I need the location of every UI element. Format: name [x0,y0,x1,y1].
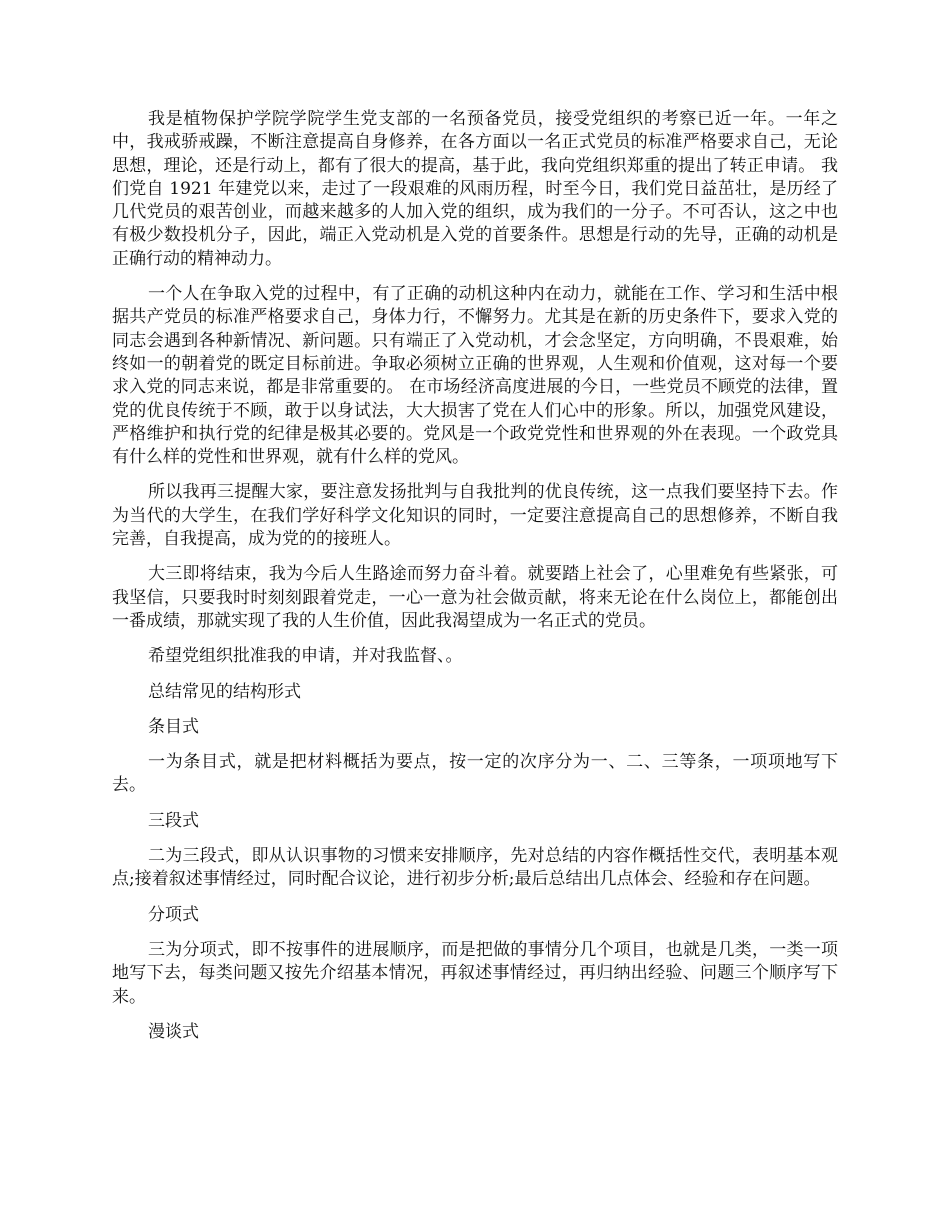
paragraph-sectioned: 三为分项式，即不按事件的进展顺序，而是把做的事情分几个项目，也就是几类，一类一项地写下去，每类问题又按先介绍基本情况，再叙述事情经过，再归纳出经验、问题三个顺序写下来。 [112,939,838,1007]
heading-three-part: 三段式 [148,810,199,831]
paragraph-itemized: 一为条目式，就是把材料概括为要点，按一定的次序分为一、二、三等条，一项项地写下去。 [112,752,838,796]
paragraph-motivation: 一个人在争取入党的过程中，有了正确的动机这种内在动力，就能在工作、学习和生活中根据共产党员的标准严格要求自己，身体力行，不懈努力。尤其是在新的历史条件下，要求入党的同志会遇到各种新情况、新问题。只有端正了入党动机，才会念坚定，方向明确，不畏艰难，始终如一的朝着党的既定目标前进。争取必须树立正确的世界观，人生观和价值观，这对每一个要求入党的同志来说，都是非常重要的。 在市场经济高度进展的今日，一些党员不顾党的法律，置党的优良传统于不顾，敢于以身试法，大大损害了党在人们心中的形象。所以，加强党风建设，严格维护和执行党的纪律是极其必要的。党风是一个政党党性和世界观的外在表现。一个政党具有什么样的党性和世界观，就有什么样的党风。 [112,284,838,468]
heading-sectioned: 分项式 [148,904,199,925]
heading-structure-forms: 总结常见的结构形式 [148,681,301,702]
paragraph-three-part: 二为三段式，即从认识事物的习惯来安排顺序，先对总结的内容作概括性交代，表明基本观点;接着叙述事情经过，同时配合议论，进行初步分析;最后总结出几点体会、经验和存在问题。 [112,846,838,890]
paragraph-intro: 我是植物保护学院学院学生党支部的一名预备党员，接受党组织的考察已近一年。一年之中，我戒骄戒躁，不断注意提高自身修养，在各方面以一名正式党员的标准严格要求自己，无论思想，理论，还是行动上，都有了很大的提高，基于此，我向党组织郑重的提出了转正申请。 我们党自 1921 年建党以来，走过了一段艰难的风雨历程，时至今日，我们党日益茁壮，是历经了几代党员的艰苦创业，而越来越多的人加入党的组织，成为我们的一分子。不可否认，这之中也有极少数投机分子，因此，端正入党动机是入党的首要条件。思想是行动的先导，正确的动机是正确行动的精神动力。 [112,109,838,269]
document-body [112,108,838,1056]
paragraph-request: 希望党组织批准我的申请，并对我监督、。 [148,646,463,667]
paragraph-criticism: 所以我再三提醒大家，要注意发扬批判与自我批判的优良传统，这一点我们要坚持下去。作为当代的大学生，在我们学好科学文化知识的同时，一定要注意提高自己的思想修养，不断自我完善，自我提高，成为党的的接班人。 [112,482,838,550]
paragraph-future: 大三即将结束，我为今后人生路途而努力奋斗着。就要踏上社会了，心里难免有些紧张，可我坚信，只要我时时刻刻跟着党走，一心一意为社会做贡献，将来无论在什么岗位上，都能创出一番成绩，那就实现了我的人生价值，因此我渴望成为一名正式的党员。 [112,564,838,631]
heading-itemized: 条目式 [148,716,199,737]
heading-informal: 漫谈式 [148,1021,199,1042]
